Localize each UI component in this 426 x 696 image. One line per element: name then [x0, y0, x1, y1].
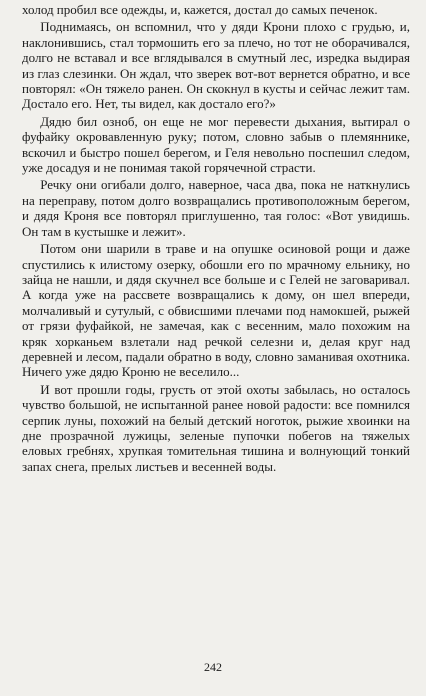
paragraph: Потом они шарили в траве и на опушке осиновой рощи и даже спустились к илистому озерку, обошли его по мрачному ельнику, но зайца не нашли, и дядя скучнел все больше и с Гелей не заговаривал. А когда уже на рассвете возвращались к дому, он шел впереди, молчаливый и сутулый, с обвисшими плечами под намокшей, рыжей от грязи фуфайкой, не замечая, как с весенним, мало похожим на кряк хорканьем взлетали над речкой селезни и, делая круг над деревней и лесом, падали обратно в воду, словно заманивая охотника. Ничего уже дядю Кроню не веселило...: [22, 241, 410, 380]
paragraph: Речку они огибали долго, наверное, часа два, пока не наткнулись на переправу, потом долго возвращались противоположным берегом, и дядя Кроня все повторял приглушенно, тая голос: «Вот увидишь. Он там в кустышке и лежит».: [22, 177, 410, 239]
page-number: 242: [204, 660, 222, 674]
page-body: [22, 2, 410, 474]
paragraph: Поднимаясь, он вспомнил, что у дяди Крони плохо с грудью, и, наклонившись, стал тормошить его за плечо, но тот не оборачивался, долго не вставал и все вглядывался в смутный лес, изредка выдирая из глаз слезинки. Он ждал, что зверек вот-вот вернется обратно, и все повторял: «Он тяжело ранен. Он скокнул в кусты и сейчас лежит там. Достало его. Нет, ты видел, как достало его?»: [22, 19, 410, 112]
paragraph-continued: холод пробил все одежды, и, кажется, достал до самых печенок.: [22, 2, 378, 17]
paragraph: И вот прошли годы, грусть от этой охоты забылась, но осталось чувство большой, не испытанной ранее новой радости: все помнился серпик луны, похожий на белый детский ноготок, рыжие хвоинки на дне прозрачной лужицы, зеленые пупочки побегов на тяжелых еловых гребнях, хрупкая томительная тишина и волнующий тонкий запах снега, прелых листьев и весенней воды.: [22, 381, 410, 474]
paragraph: Дядю бил озноб, он еще не мог перевести дыхания, вытирал о фуфайку окровавленную руку; потом, словно забыв о племяннике, вскочил и быстро пошел берегом, и Геля невольно поспешил следом, уже досадуя и не понимая такой горячечной страсти.: [22, 113, 410, 176]
